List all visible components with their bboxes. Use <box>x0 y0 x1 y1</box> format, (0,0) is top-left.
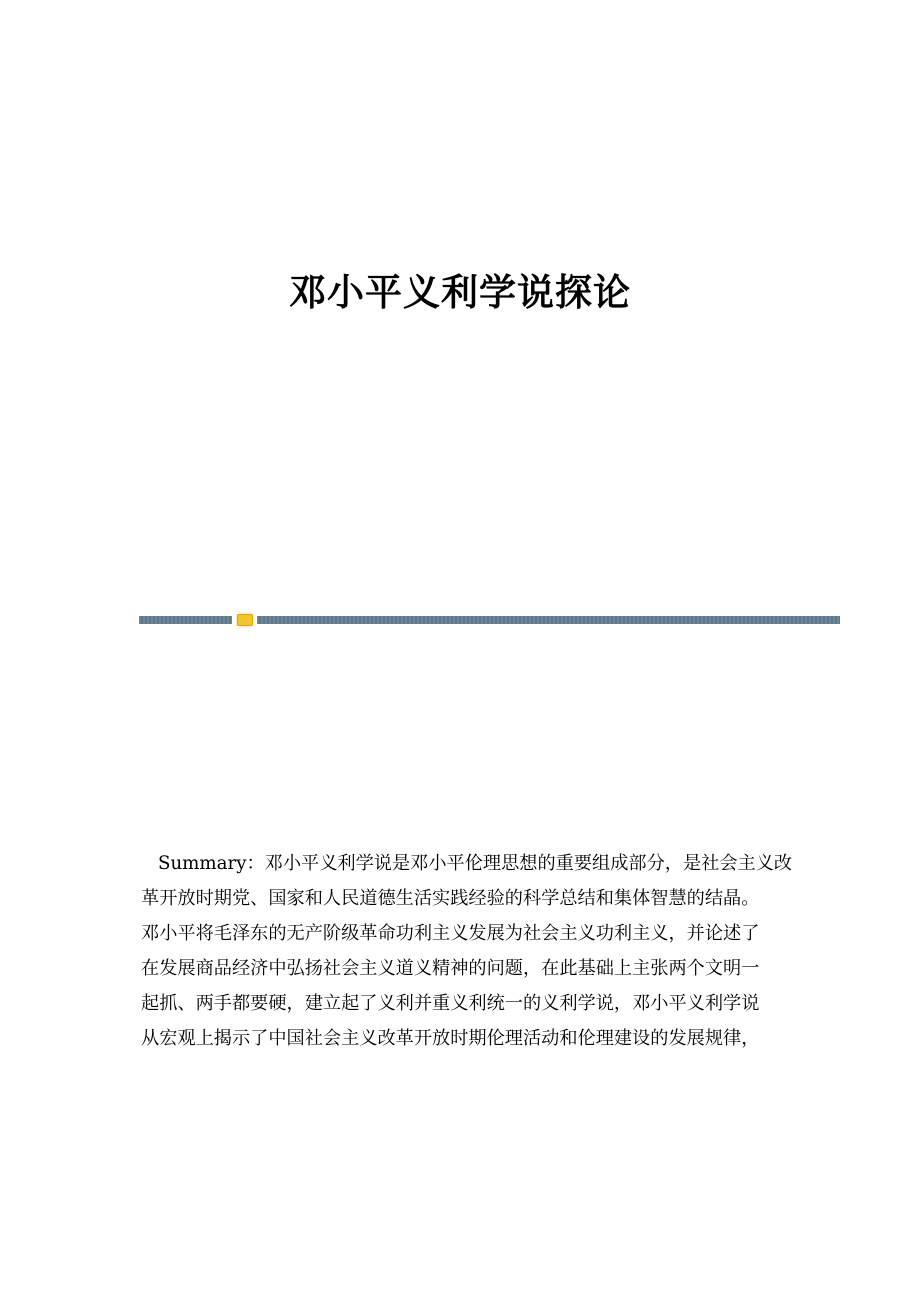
summary-line: 革开放时期党、国家和人民道德生活实践经验的科学总结和集体智慧的结晶。 <box>141 888 760 909</box>
summary-line: 邓小平将毛泽东的无产阶级革命功利主义发展为社会主义功利主义，并论述了 <box>141 923 760 944</box>
divider-left <box>139 616 232 624</box>
summary-paragraph <box>141 846 801 1056</box>
summary-line: 在发展商品经济中弘扬社会主义道义精神的问题，在此基础上主张两个文明一 <box>141 958 760 979</box>
divider-gem-icon <box>237 614 253 626</box>
summary-line: 从宏观上揭示了中国社会主义改革开放时期伦理活动和伦理建设的发展规律， <box>141 1028 760 1049</box>
summary-line: Summary：邓小平义利学说是邓小平伦理思想的重要组成部分，是社会主义改 <box>158 853 793 874</box>
document-title: 邓小平义利学说探论 <box>289 271 631 314</box>
divider-right <box>257 616 840 624</box>
summary-line: 起抓、两手都要硬，建立起了义利并重义利统一的义利学说，邓小平义利学说 <box>141 993 760 1014</box>
